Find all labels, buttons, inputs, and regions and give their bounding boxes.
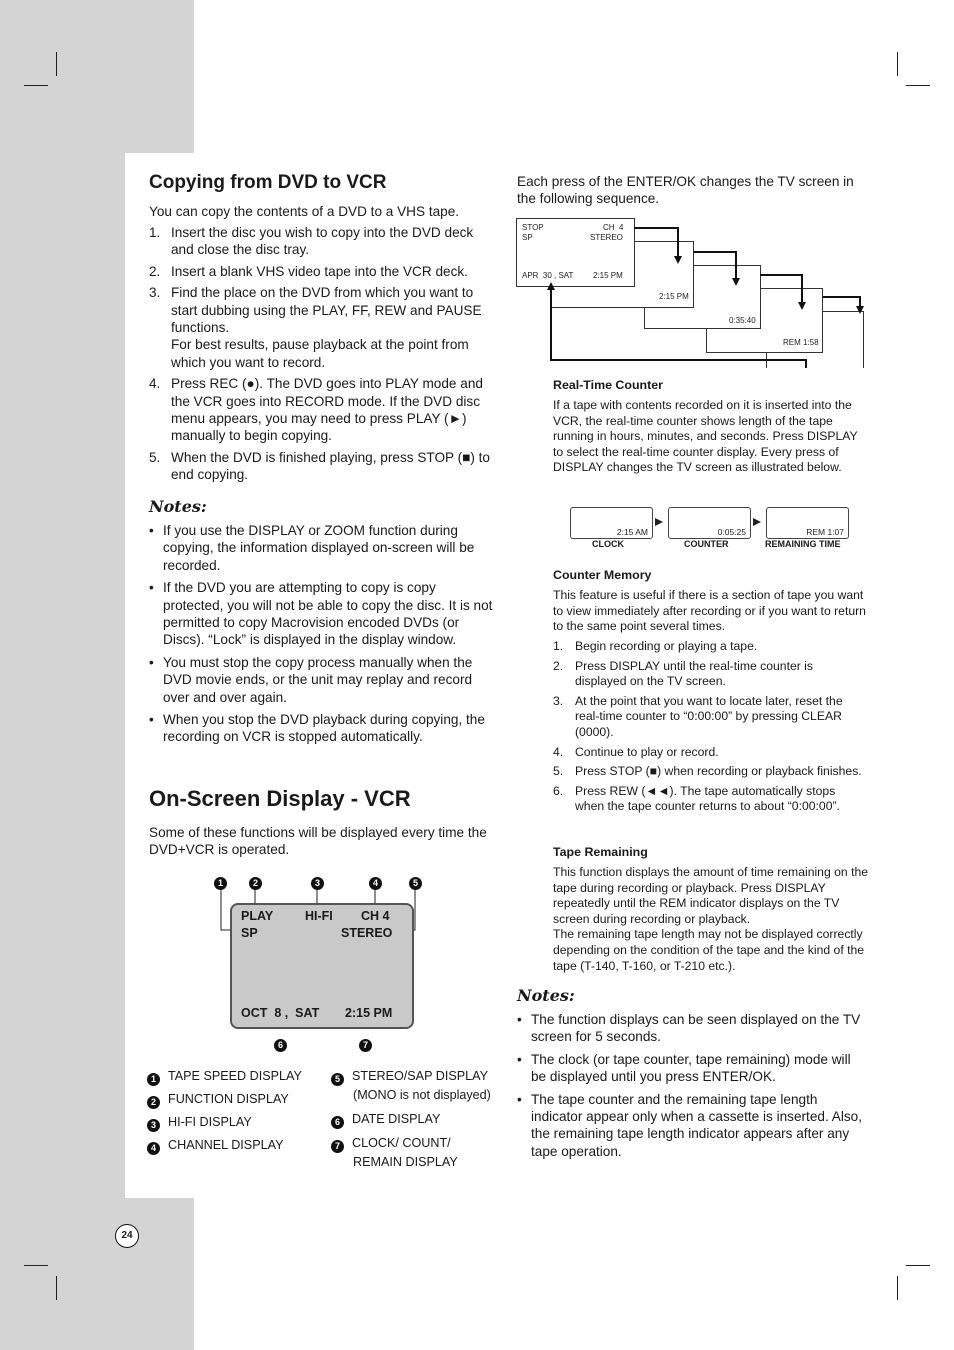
- crop-mark: [906, 1265, 930, 1266]
- step-item: [553, 784, 867, 815]
- step-text: Press REC (●). The DVD goes into PLAY mode and the VCR goes into RECORD mode. If the DVD disc menu appears, you may need to press PLAY (►) manually to begin copying.: [171, 376, 483, 444]
- note-item: • When you stop the DVD playback during copying, the recording on VCR is stopped automatically.: [149, 711, 499, 746]
- seq-sp: SP: [522, 233, 533, 242]
- copy-notes-list: [149, 522, 499, 751]
- seq-time-1: 2:15 PM: [593, 271, 623, 280]
- marker-1: 1: [214, 873, 227, 891]
- counter-label: REMAINING TIME: [765, 539, 841, 549]
- tv-stereo: STEREO: [341, 926, 393, 940]
- marker-6: 6: [274, 1035, 287, 1053]
- step-text: Press STOP (■) when recording or playback finishes.: [575, 764, 862, 779]
- note-item: • The tape counter and the remaining tape length indicator appear only when a cassette is inserted. Also, the remaining tape length indicator appears after any tape operation.: [517, 1091, 867, 1161]
- note-item: • If you use the DISPLAY or ZOOM function during copying, the information displayed on-screen will be recorded.: [149, 522, 499, 574]
- copy-steps-list: [149, 224, 499, 488]
- step-text: Insert a blank VHS video tape into the VCR deck.: [171, 263, 468, 279]
- step-number: 1.: [553, 639, 564, 653]
- tv-date: OCT 8 , SAT: [241, 1006, 320, 1020]
- sequence-arrow: [823, 297, 860, 308]
- arrow-icon: [655, 518, 663, 526]
- step-number: 3.: [553, 693, 564, 708]
- seq-counter: 0:35:40: [729, 316, 756, 325]
- step-text: When the DVD is finished playing, press STOP (■) to end copying.: [171, 449, 490, 483]
- step-item: [553, 639, 867, 655]
- counter-label: COUNTER: [684, 539, 729, 549]
- seq-channel: CH 4: [603, 223, 624, 232]
- step-item: [553, 659, 867, 690]
- arrow-icon: [753, 518, 761, 526]
- step-extra: For best results, pause playback at the point from which you want to record.: [171, 337, 469, 370]
- counter-memory-steps: [553, 639, 867, 819]
- step-text: Continue to play or record.: [575, 744, 719, 759]
- right-notes-list: [517, 1011, 867, 1165]
- counter-memory-heading: Counter Memory: [553, 568, 652, 582]
- step-item: [553, 764, 867, 780]
- step-item: [149, 375, 499, 445]
- crop-mark: [56, 52, 57, 76]
- right-notes-heading: Notes:: [517, 986, 575, 1005]
- step-number: 5.: [149, 449, 161, 465]
- legend-left: [147, 1067, 327, 1155]
- seq-rem: REM 1:58: [783, 338, 819, 347]
- tv-play: PLAY: [241, 909, 274, 923]
- seq-stereo: STEREO: [590, 233, 623, 242]
- legend-item: 2 FUNCTION DISPLAY: [147, 1090, 327, 1109]
- step-number: 5.: [553, 764, 564, 779]
- section-title-osd: On-Screen Display - VCR: [149, 786, 411, 811]
- legend-item: 4 CHANNEL DISPLAY: [147, 1136, 327, 1155]
- marker-4: 4: [369, 873, 382, 891]
- counter-box-remaining: REM 1:07: [766, 507, 849, 539]
- counter-memory-text: This feature is useful if there is a section of tape you want to view immediately after recording or if you want to return to the same point several times.: [553, 588, 866, 634]
- step-text: Find the place on the DVD from which you want to start dubbing using the PLAY, FF, REW and PAUSE functions.: [171, 285, 482, 336]
- legend-item: 3 HI-FI DISPLAY: [147, 1113, 327, 1132]
- marker-7: 7: [359, 1035, 372, 1053]
- tv-time: 2:15 PM: [345, 1006, 393, 1020]
- step-item: [553, 694, 867, 741]
- step-text: At the point that you want to locate later, reset the real-time counter to “0:00:00” by pressing CLEAR (0000).: [575, 693, 843, 739]
- legend-item: 1 TAPE SPEED DISPLAY: [147, 1067, 327, 1086]
- rtc-heading: Real-Time Counter: [553, 378, 663, 392]
- counter-box-clock: 2:15 AM: [570, 507, 653, 539]
- page-number: 24: [115, 1224, 139, 1248]
- seq-time-2: 2:15 PM: [659, 292, 689, 301]
- tape-remaining-heading: Tape Remaining: [553, 845, 648, 859]
- legend-item: 7 CLOCK/ COUNT/: [331, 1134, 506, 1153]
- tape-remaining-text: This function displays the amount of time remaining on the tape during recording or playback. Press DISPLAY repeatedly until the REM indicator displays on the TV screen during recording or playback. The remaining tape length may not be displayed correctly depending on the condition of the tape and the kind of the tape (T-140, T-160, or T-210 etc.).: [553, 865, 869, 973]
- marker-5: 5: [409, 873, 422, 891]
- crop-mark: [906, 85, 930, 86]
- step-item: [149, 449, 499, 484]
- legend-item: 5 STEREO/SAP DISPLAY: [331, 1067, 506, 1086]
- seq-date: APR 30 , SAT: [522, 271, 574, 280]
- marker-3: 3: [311, 873, 324, 891]
- marker-2: 2: [249, 873, 262, 891]
- crop-mark: [24, 85, 48, 86]
- step-number: 4.: [553, 744, 564, 759]
- section-title-copying: Copying from DVD to VCR: [149, 172, 387, 193]
- step-item: [149, 224, 499, 259]
- step-number: 2.: [553, 658, 564, 673]
- legend-right: [331, 1067, 506, 1172]
- step-number: 4.: [149, 376, 161, 392]
- tv-sp: SP: [241, 926, 258, 940]
- step-item: [553, 745, 867, 761]
- step-item: [149, 263, 499, 280]
- step-text: Begin recording or playing a tape.: [575, 639, 758, 653]
- copy-notes-heading: Notes:: [149, 497, 207, 516]
- step-item: [149, 284, 499, 371]
- counter-box-counter: 0:05:25: [668, 507, 751, 539]
- copy-intro: You can copy the contents of a DVD to a VHS tape.: [149, 204, 460, 219]
- sequence-intro: Each press of the ENTER/OK changes the TV screen in the following sequence.: [517, 174, 854, 207]
- crop-mark: [56, 1276, 57, 1300]
- step-number: 6.: [553, 783, 564, 798]
- legend-item: 6 DATE DISPLAY: [331, 1110, 506, 1129]
- crop-mark: [897, 1276, 898, 1300]
- note-item: • You must stop the copy process manually when the DVD movie ends, or the unit may replay and record over and over again.: [149, 654, 499, 706]
- step-text: Insert the disc you wish to copy into the DVD deck and close the disc tray.: [171, 225, 474, 258]
- seq-stop: STOP: [522, 223, 544, 232]
- crop-mark: [897, 52, 898, 76]
- legend-sub: REMAIN DISPLAY: [353, 1155, 458, 1169]
- step-text: Press REW (◄◄). The tape automatically stops when the tape counter returns to about “0:00:00”.: [575, 783, 840, 814]
- osd-intro: Some of these functions will be displayed every time the DVD+VCR is operated.: [149, 825, 487, 858]
- step-number: 2.: [149, 263, 161, 279]
- note-item: • If the DVD you are attempting to copy is copy protected, you will not be able to copy the disc. It is not permitted to copy Macrovision encoded DVDs (or Discs). “Lock” is displayed in the display window.: [149, 579, 499, 649]
- tv-channel: CH 4: [361, 909, 390, 923]
- step-text: Press DISPLAY until the real-time counter is displayed on the TV screen.: [575, 658, 813, 689]
- tv-hifi: HI-FI: [305, 909, 333, 923]
- note-item: • The clock (or tape counter, tape remaining) mode will be displayed until you press ENTER/OK.: [517, 1051, 867, 1086]
- rtc-text: If a tape with contents recorded on it is inserted into the VCR, the real-time counter shows length of the tape running in hours, minutes, and seconds. Press DISPLAY to select the real-time counter display. Every press of DISPLAY changes the TV screen as illustrated below.: [553, 398, 858, 475]
- crop-mark: [24, 1265, 48, 1266]
- step-number: 3.: [149, 285, 161, 301]
- tv-screen: [230, 903, 414, 1029]
- counter-label: CLOCK: [592, 539, 624, 549]
- note-item: • The function displays can be seen displayed on the TV screen for 5 seconds.: [517, 1011, 867, 1046]
- step-number: 1.: [149, 225, 161, 240]
- legend-sub: (MONO is not displayed): [353, 1088, 491, 1102]
